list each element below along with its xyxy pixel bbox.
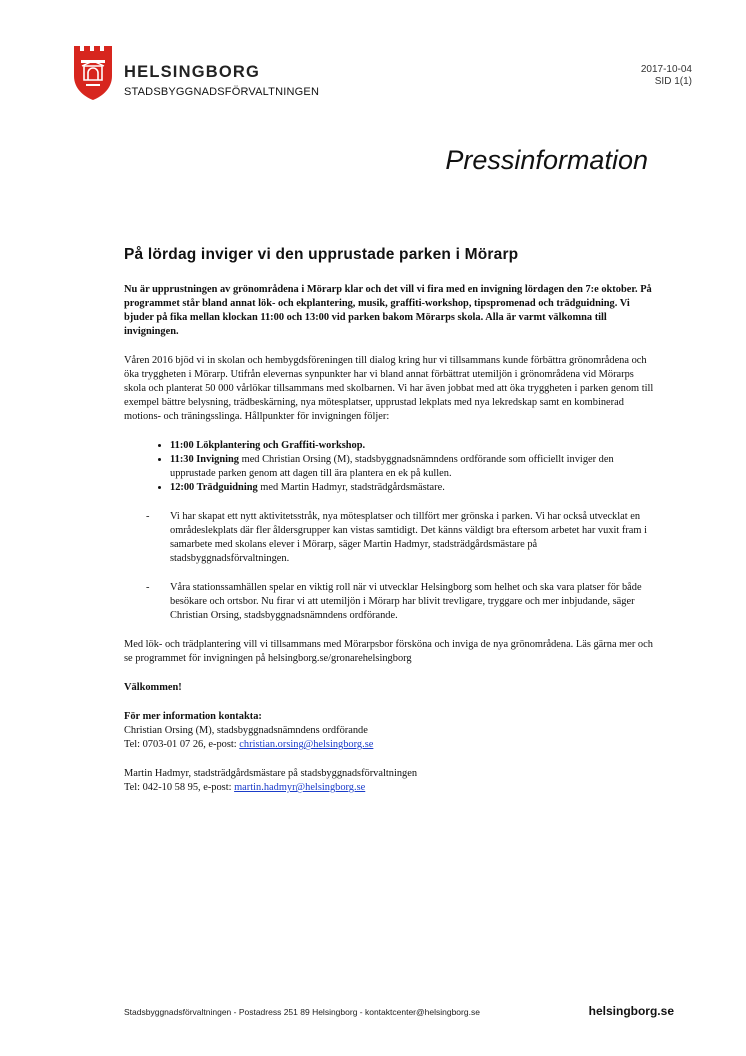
program-time: 12:00 Trädguidning (170, 482, 258, 493)
contact-tel: Tel: 042-10 58 95, e-post: (124, 782, 235, 793)
quote-text: Vi har skapat ett nytt aktivitetsstråk, nya mötesplatser och tillfört mer grönska i parken. Vi har också utvecklat en områdeslekplats där fler åldersgrupper kan vistas samtidigt. Det känns väldigt bra eftersom arbetet har vuxit fram i samarbete med skolans elever i Mörarp, säger Martin Hadmyr, stadsträdgårdsmästare på stadsbyggnadsförvaltningen. (170, 511, 647, 564)
program-item (170, 453, 654, 481)
department-name: STADSBYGGNADSFÖRVALTNINGEN (124, 86, 320, 98)
quote-text: Våra stationssamhällen spelar en viktig roll när vi utvecklar Helsingborg som helhet och ska vara platser för både besökare och ortsbor. Nu firar vi att utemiljön i Mörarp har blivit trevligare, tryggare och mer inbjudande, säger Christian Orsing, stadsbyggnadsnämndens ordförande. (170, 582, 642, 621)
intro-paragraph: Våren 2016 bjöd vi in skolan och hembygdsföreningen till dialog kring hur vi tillsammans kunde förbättra grönområdena och öka tryggheten i Mörarp. Utifrån elevernas synpunkter har vi bland annat förbättrat utemiljön i grönområdena vid Mörarps skola och planterat 50 000 vårlökar tillsammans med skolbarnen. Vi har även jobbat med att öka tryggheten i parken genom till exempel bättre belysning, trädbeskärning, nya mötesplatser, upprustad lekplats med nya lekredskap samt en kombinerad motions- och träningsslinga. Hållpunkter för invigningen följer: (124, 355, 654, 422)
footer-address: Stadsbyggnadsförvaltningen - Postadress 251 89 Helsingborg - kontaktcenter@helsingborg.se (124, 1007, 480, 1017)
lead-paragraph: Nu är upprustningen av grönområdena i Mörarp klar och det vill vi fira med en invigning lördagen den 7:e oktober. På programmet står bland annat lök- och ekplantering, musik, graffiti-workshop, tipspromenad och trädguidning. Vi bjuder på fika mellan klockan 11:00 och 13:00 vid parken bakom Mörarps skola. Alla är varmt välkomna till invigningen. (124, 284, 652, 337)
page-indicator: SID 1(1) (654, 76, 692, 87)
contact-block (124, 710, 654, 752)
document-type: Pressinformation (445, 145, 648, 175)
quote-dash: - (146, 511, 150, 522)
contact-tel: Tel: 0703-01 07 26, e-post: (124, 739, 240, 750)
welcome-text: Välkommen! (124, 682, 182, 693)
helsingborg-crest-icon (72, 44, 114, 100)
program-item (170, 481, 654, 495)
document-body (124, 283, 654, 810)
org-name: HELSINGBORG (124, 63, 261, 81)
email-link-christian[interactable]: christian.orsing@helsingborg.se (239, 739, 374, 750)
program-detail: med Christian Orsing (M), stadsbyggnadsnämndens ordförande som officiellt inviger den upprustade parken genom att dagen till ära plantera en ek på kullen. (170, 454, 614, 479)
program-list (124, 439, 654, 495)
quote-item (124, 510, 654, 566)
contact-line (124, 738, 654, 752)
contact-name: Martin Hadmyr, stadsträdgårdsmästare på stadsbyggnadsförvaltningen (124, 768, 418, 779)
contact-name: Christian Orsing (M), stadsbyggnadsnämndens ordförande (124, 725, 368, 736)
quote-item (124, 581, 654, 623)
quote-dash: - (146, 582, 150, 593)
email-link-martin[interactable]: martin.hadmyr@helsingborg.se (234, 782, 366, 793)
footer-website: helsingborg.se (588, 1004, 674, 1018)
contact-block (124, 767, 654, 795)
contact-heading: För mer information kontakta: (124, 711, 262, 722)
program-time: 11:30 Invigning (170, 454, 240, 465)
outro-paragraph: Med lök- och trädplantering vill vi tillsammans med Mörarpsbor försköna och inviga de nya grönområdena. Läs gärna mer och se programmet för invigningen på helsingborg.se/gronarehelsingborg (124, 639, 653, 664)
program-detail: med Martin Hadmyr, stadsträdgårdsmästare. (257, 482, 445, 493)
program-time: 11:00 Lökplantering och Graffiti-workshop. (170, 440, 366, 451)
document-date: 2017-10-04 (640, 64, 692, 75)
program-item (170, 439, 654, 453)
page-title: På lördag inviger vi den upprustade parken i Mörarp (124, 246, 519, 263)
contact-line (124, 781, 654, 795)
